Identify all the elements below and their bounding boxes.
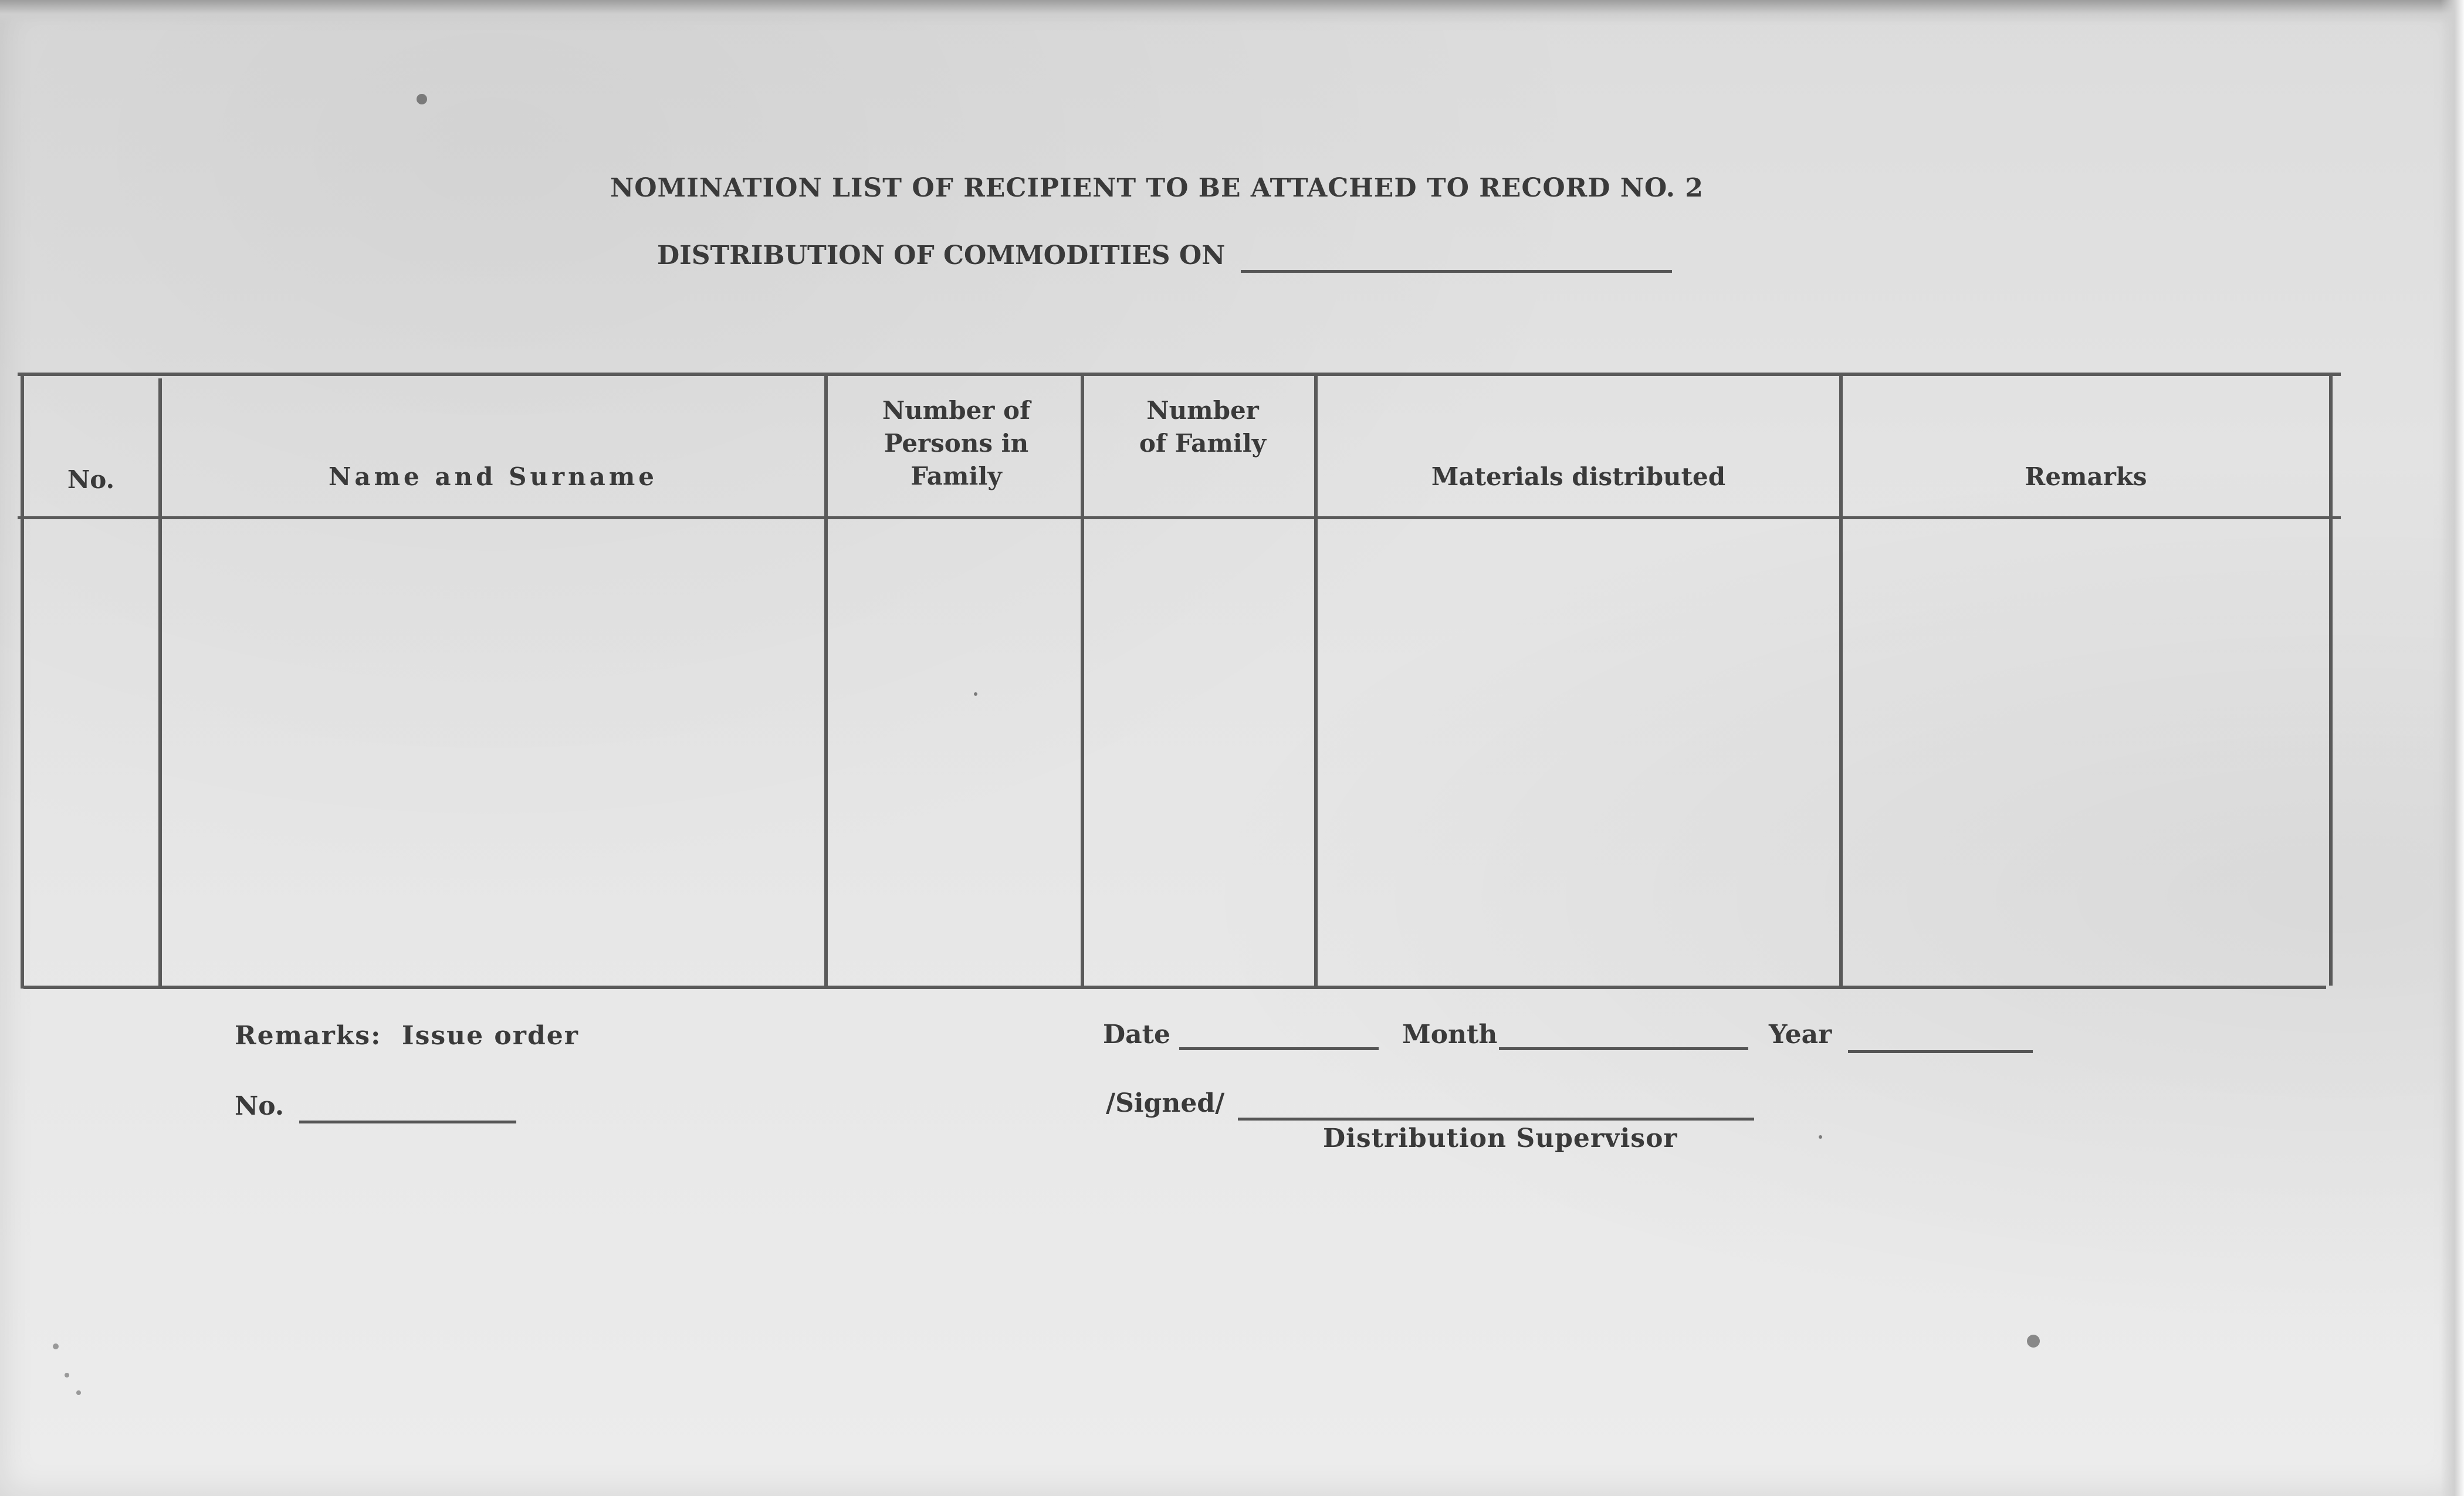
remarks-value: Issue order [402,1021,579,1051]
scan-speck [65,1373,69,1377]
table-top-border [18,373,2341,376]
signed-label: /Signed/ [1106,1088,1225,1118]
month-label: Month [1402,1020,1498,1050]
column-header-no: No. [67,465,115,494]
paper-top-edge [0,0,2464,23]
remarks-label: Remarks: [235,1021,382,1051]
year-blank[interactable] [1848,1027,2033,1053]
column-header-family: Number of Family [1139,396,1267,458]
form-title: NOMINATION LIST OF RECIPIENT TO BE ATTACHED TO RECORD NO. 2 [610,173,1704,203]
cell-family[interactable] [1084,519,1314,986]
date-blank[interactable] [1179,1024,1379,1050]
date-label: Date [1103,1020,1170,1050]
scan-speck [417,94,427,104]
month-blank[interactable] [1499,1024,1748,1050]
cell-name[interactable] [162,519,824,986]
cell-materials[interactable] [1318,519,1839,986]
distribution-date-blank[interactable] [1241,246,1672,273]
signature-blank[interactable] [1238,1094,1754,1121]
no-label: No. [235,1091,285,1121]
scan-speck [53,1343,59,1349]
column-header-materials: Materials distributed [1431,462,1726,491]
supervisor-label: Distribution Supervisor [1323,1123,1678,1153]
table-right-border [2329,375,2333,986]
distribution-label: DISTRIBUTION OF COMMODITIES ON [657,241,1226,270]
cell-remarks[interactable] [1843,519,2329,986]
scan-speck [974,692,977,696]
scan-speck [76,1390,81,1395]
cell-persons[interactable] [828,519,1081,986]
year-label: Year [1769,1020,1832,1050]
column-header-persons: Number of Persons in Family [882,396,1031,490]
scan-speck [1819,1135,1822,1139]
paper-right-edge [2441,0,2464,1496]
table-bottom-border [23,986,2326,989]
cell-no[interactable] [24,519,158,986]
scan-speck [2027,1335,2040,1348]
column-header-name: Name and Surname [328,462,658,491]
column-header-remarks: Remarks [2025,462,2147,491]
no-blank[interactable] [299,1097,516,1123]
